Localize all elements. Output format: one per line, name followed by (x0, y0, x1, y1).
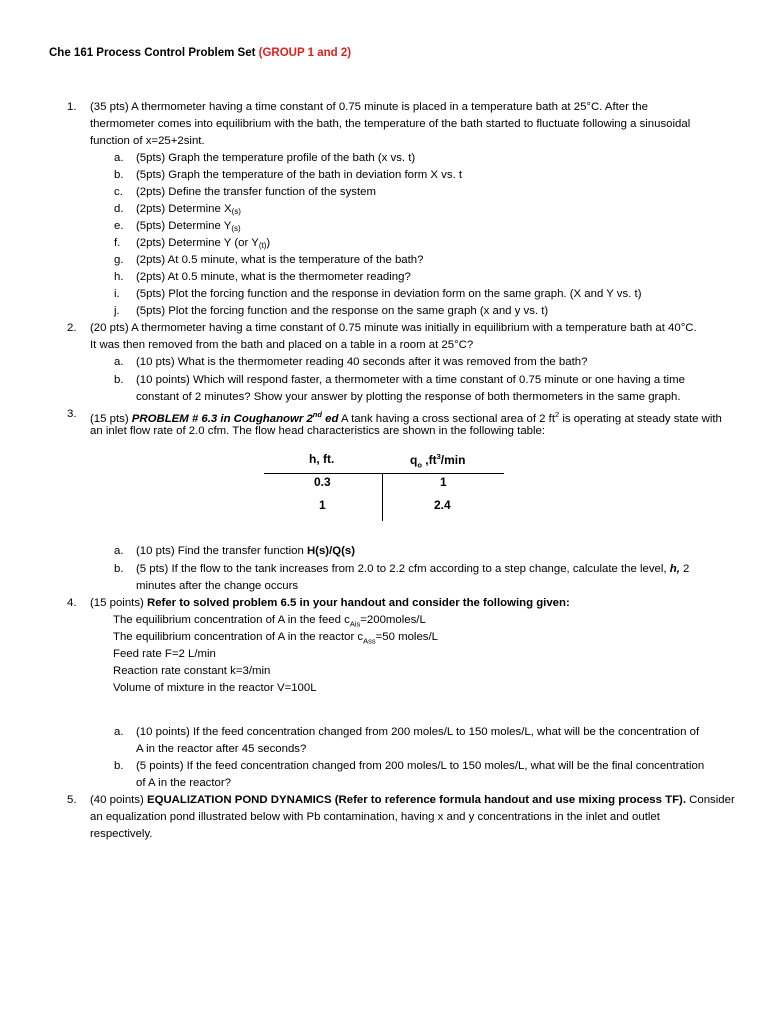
q1i-text: (5pts) Plot the forcing function and the response in deviation form on the same graph. (X and Y vs. t) (136, 288, 642, 300)
q1c-letter: c. (114, 186, 123, 198)
q5-line-1: (40 points) EQUALIZATION POND DYNAMICS (Refer to reference formula handout and use mixing process TF). Consider (90, 794, 735, 806)
q5-line-3: respectively. (90, 828, 153, 840)
q4-given-2: The equilibrium concentration of A in the reactor $c_{Ass}=50$ moles/L (113, 631, 438, 646)
q2b-line-2: constant of 2 minutes? Show your answer by plotting the response of both thermometers in the same graph. (136, 391, 681, 403)
q4a-line-2: A in the reactor after 45 seconds? (136, 743, 307, 755)
q1-line-3: function of x=25+2sint. (90, 135, 205, 147)
q1e-letter: e. (114, 220, 124, 232)
q3b-line-1: (5 pts) If the flow to the tank increases from 2.0 to 2.2 cfm according to a step change, calculate the level, h, 2 (136, 563, 690, 575)
q3a-text: (10 pts) Find the transfer function H(s)/Q(s) (136, 545, 356, 557)
table-header-h: h, ft. (309, 452, 335, 466)
q3-line-1: (15 pts) PROBLEM # 6.3 in Coughanowr 2nd ed A tank having a cross sectional area of 2 $ft^2$ is operating at steady state with (90, 410, 722, 425)
q4-number: 4. (67, 597, 77, 609)
q1-line-2: thermometer comes into equilibrium with the bath, the temperature of the bath started to fluctuate following a sinusoidal (90, 118, 691, 130)
q4a-line-1: (10 points) If the feed concentration changed from 200 moles/L to 150 moles/L, what will be the concentration of (136, 726, 700, 738)
q1i-letter: i. (114, 288, 120, 300)
q1c-text: (2pts) Define the transfer function of the system (136, 186, 376, 198)
q1d-letter: d. (114, 203, 124, 215)
q4-given-5: Volume of mixture in the reactor V=100L (113, 682, 317, 694)
q1a-text: (5pts) Graph the temperature profile of the bath (x vs. t) (136, 152, 416, 164)
q3b-line-2: minutes after the change occurs (136, 580, 299, 592)
q4-line-1: (15 points) Refer to solved problem 6.5 in your handout and consider the following given: (90, 597, 570, 609)
q4b-letter: b. (114, 760, 124, 772)
q3-line-2: an inlet flow rate of 2.0 cfm. The flow head characteristics are shown in the following table: (90, 425, 546, 437)
q4b-line-2: of A in the reactor? (136, 777, 231, 789)
q1b-text: (5pts) Graph the temperature of the bath in deviation form X vs. t (136, 169, 463, 181)
q1g-text: (2pts) At 0.5 minute, what is the temperature of the bath? (136, 254, 424, 266)
q3b-letter: b. (114, 563, 124, 575)
q1d-text: (2pts) Determine X(s) (136, 203, 241, 216)
q1-line-1: (35 pts) A thermometer having a time constant of 0.75 minute is placed in a temperature bath at 25°C. After the (90, 101, 648, 113)
q1a-letter: a. (114, 152, 124, 164)
q1e-text: (5pts) Determine Y(s) (136, 220, 241, 233)
q2-line-1: (20 pts) A thermometer having a time constant of 0.75 minute was initially in equilibrium with a temperature bath at 40°C. (90, 322, 697, 334)
q1f-letter: f. (114, 237, 121, 249)
q3-number: 3. (67, 408, 77, 420)
title-group: (GROUP 1 and 2) (258, 47, 352, 59)
table-header-q: $q_o$ $,ft^3/\min$ (410, 452, 466, 470)
title-text: Che 161 Process Control Problem Set (49, 47, 259, 59)
page-title (49, 47, 351, 59)
q4-given-1: The equilibrium concentration of A in the feed $c_{Ais}=200moles/L$ (113, 614, 426, 629)
q3a-letter: a. (114, 545, 124, 557)
q5-number: 5. (67, 794, 77, 806)
q2b-letter: b. (114, 374, 124, 386)
q2a-text: (10 pts) What is the thermometer reading 40 seconds after it was removed from the bath? (136, 356, 588, 368)
q1g-letter: g. (114, 254, 124, 266)
q2-number: 2. (67, 322, 77, 334)
q1h-letter: h. (114, 271, 124, 283)
table-cell: 1 (440, 475, 447, 489)
q1h-text: (2pts) At 0.5 minute, what is the thermometer reading? (136, 271, 411, 283)
q1f-text: (2pts) Determine Y (or Y(t)) (136, 237, 271, 250)
q1b-letter: b. (114, 169, 124, 181)
q1j-text: (5pts) Plot the forcing function and the response on the same graph (x and y vs. t) (136, 305, 549, 317)
table-cell: 0.3 (314, 475, 331, 489)
table-cell: 2.4 (434, 498, 451, 512)
q4a-letter: a. (114, 726, 124, 738)
q4-given-4: Reaction rate constant k=3/min (113, 665, 271, 677)
q5-line-2: an equalization pond illustrated below with Pb contamination, having x and y concentrations in the inlet and outlet (90, 811, 660, 823)
q1j-letter: j. (114, 305, 120, 317)
q2-line-2: It was then removed from the bath and placed on a table in a room at 25°C? (90, 339, 474, 351)
q4b-line-1: (5 points) If the feed concentration changed from 200 moles/L to 150 moles/L, what will be the final concentration (136, 760, 705, 772)
table-column-rule (382, 473, 383, 521)
q2b-line-1: (10 points) Which will respond faster, a thermometer with a time constant of 0.75 minute or one having a time (136, 374, 685, 386)
table-cell: 1 (319, 498, 326, 512)
table-header-rule (264, 473, 504, 474)
q1-number: 1. (67, 101, 77, 113)
flow-head-table (264, 444, 504, 522)
q2a-letter: a. (114, 356, 124, 368)
q4-given-3: Feed rate F=2 L/min (113, 648, 216, 660)
